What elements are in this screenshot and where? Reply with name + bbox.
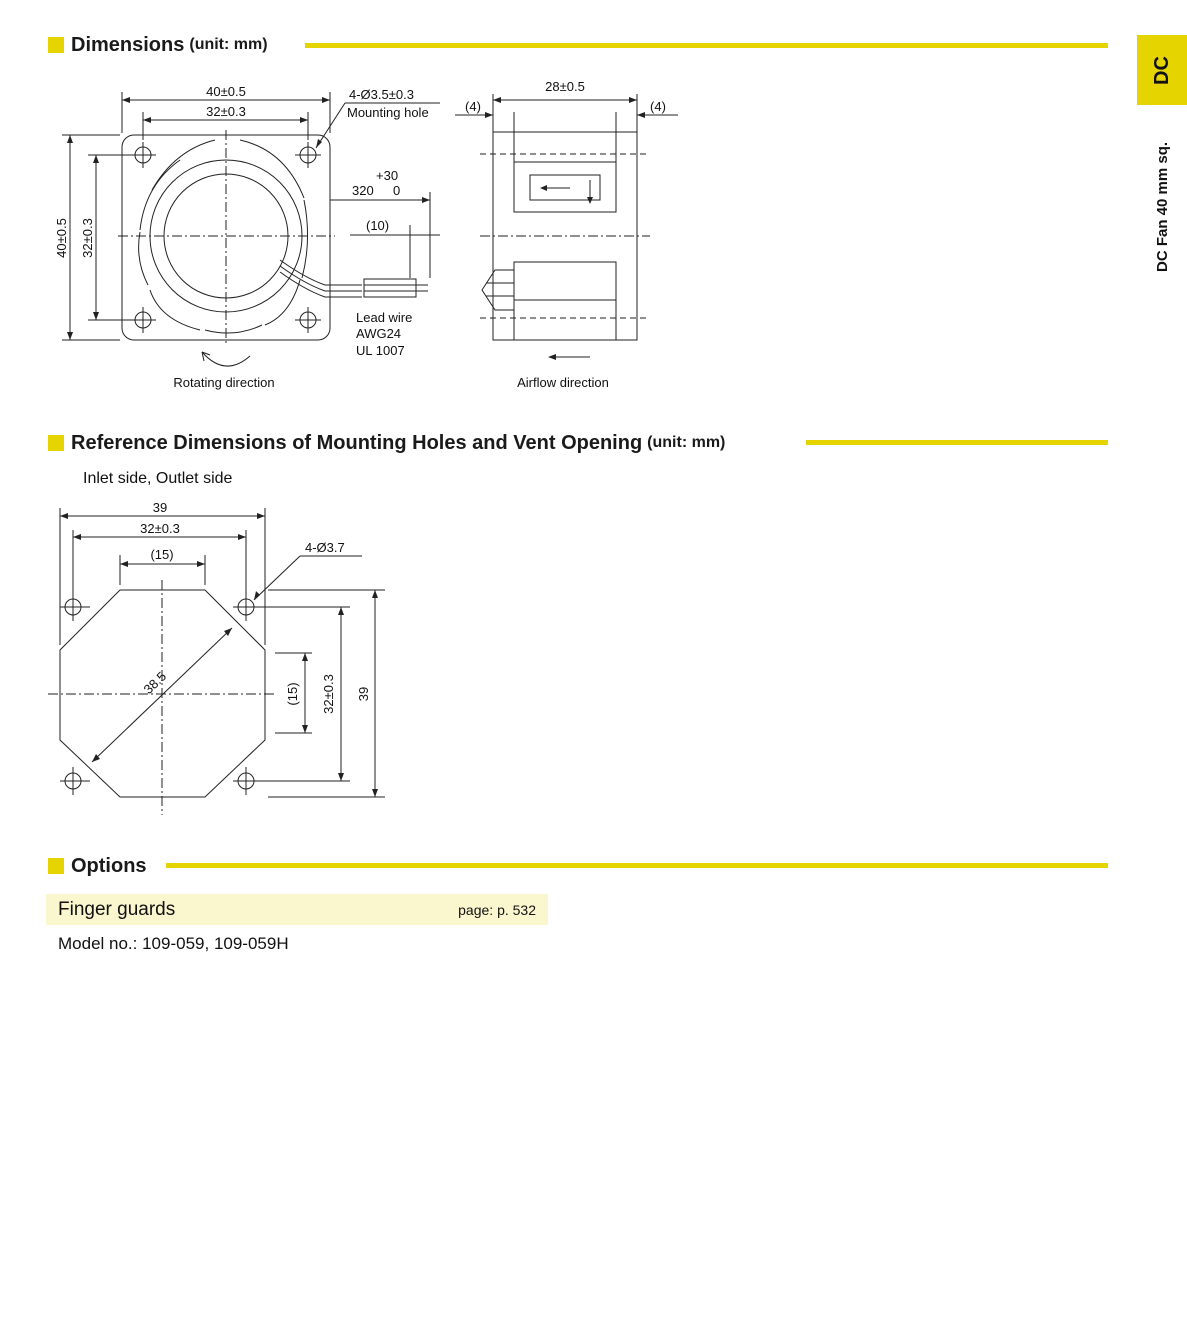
front-height-outer: 40±0.5 <box>54 218 69 258</box>
ref-height-pitch: 32±0.3 <box>321 674 336 714</box>
side-view-drawing <box>450 70 690 400</box>
dimensions-heading: Dimensions (unit: mm) <box>48 32 268 58</box>
heading-rule <box>806 440 1108 445</box>
option-model-numbers: Model no.: 109-059, 109-059H <box>58 934 289 953</box>
category-side-label: DC Fan 40 mm sq. <box>1154 141 1171 272</box>
front-height-inner: 32±0.3 <box>80 218 95 258</box>
reference-heading: Reference Dimensions of Mounting Holes and Vent Opening (unit: mm) <box>48 430 725 456</box>
front-width-inner: 32±0.3 <box>206 104 246 119</box>
heading-rule <box>305 43 1108 48</box>
lead-wire-standard: UL 1007 <box>356 343 405 358</box>
ref-diagonal: 38.5 <box>140 668 170 697</box>
front-width-outer: 40±0.5 <box>206 84 246 99</box>
lead-length: 320 <box>352 183 374 198</box>
front-view-drawing <box>40 70 460 400</box>
heading-rule <box>166 863 1108 868</box>
lead-wire-gauge: AWG24 <box>356 326 402 341</box>
heading-marker-icon <box>48 435 64 451</box>
ref-height-outer: 39 <box>356 686 371 702</box>
dc-category-tab: DC <box>1137 35 1187 105</box>
hole-spec: 4-Ø3.5±0.3 <box>349 87 414 102</box>
lead-tolerance: +30 <box>376 168 399 183</box>
option-page-reference[interactable]: page: p. 532 <box>458 901 536 918</box>
reference-subtitle: Inlet side, Outlet side <box>83 470 233 487</box>
ref-height-inner: (15) <box>285 682 300 706</box>
side-depth: 28±0.5 <box>545 79 585 94</box>
ref-width-inner: (15) <box>150 547 174 562</box>
option-finger-guards[interactable] <box>46 894 548 925</box>
airflow-direction-label: Airflow direction <box>517 375 609 390</box>
ref-width-outer: 39 <box>152 500 168 515</box>
heading-marker-icon <box>48 858 64 874</box>
lead-tolerance-low: 0 <box>393 183 401 198</box>
hole-label: Mounting hole <box>347 105 429 120</box>
rotating-direction-label: Rotating direction <box>173 375 275 390</box>
options-heading: Options <box>48 853 147 879</box>
ref-width-pitch: 32±0.3 <box>140 521 180 536</box>
lead-strip: (10) <box>366 218 390 233</box>
side-flange-right: (4) <box>650 99 666 114</box>
side-flange-left: (4) <box>465 99 481 114</box>
ref-hole-spec: 4-Ø3.7 <box>305 540 345 555</box>
option-name: Finger guards <box>58 898 176 920</box>
mounting-reference-drawing <box>40 495 400 850</box>
lead-wire-label: Lead wire <box>356 310 413 325</box>
heading-marker-icon <box>48 37 64 53</box>
